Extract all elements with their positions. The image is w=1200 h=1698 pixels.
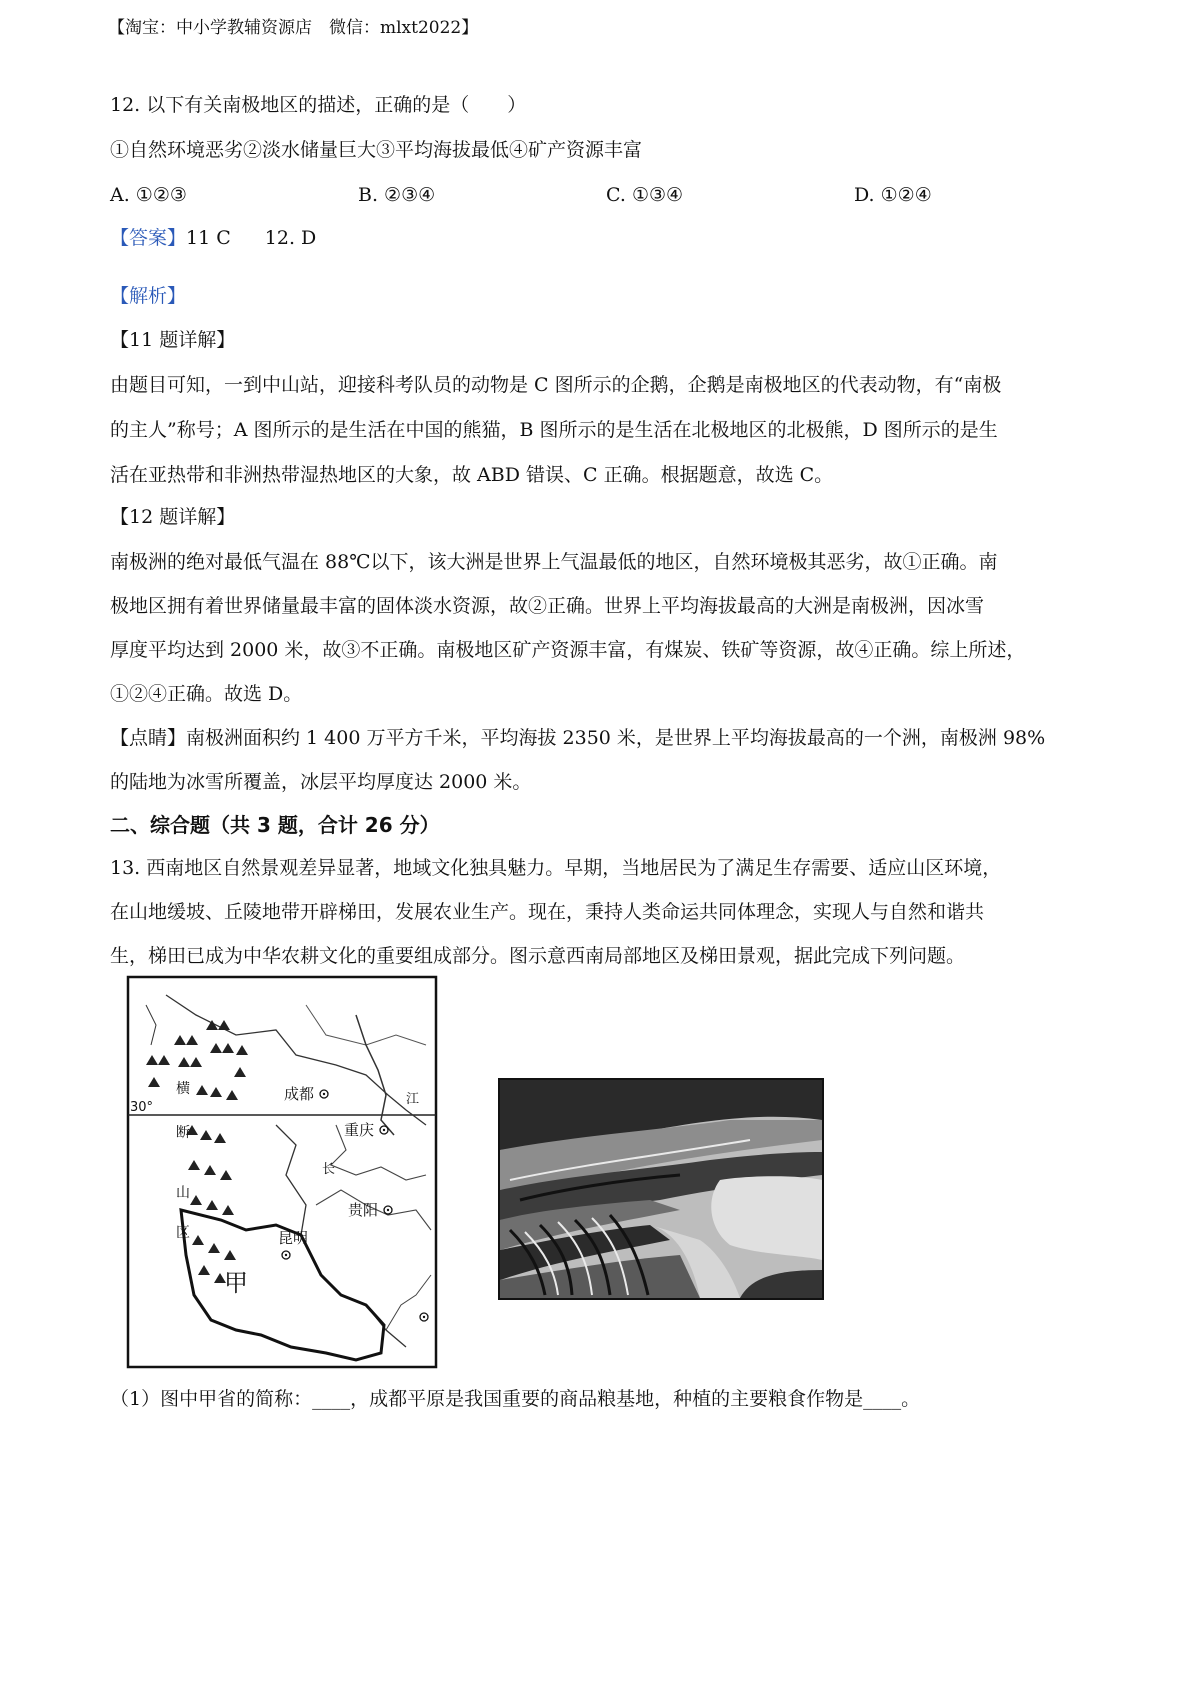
mountain-label-shan: 山	[176, 1185, 190, 1201]
q13-sub1: （1）图中甲省的简称：____，成都平原是我国重要的商品粮基地，种植的主要粮食作物是____。	[110, 1388, 921, 1410]
river-label-chang: 长	[322, 1162, 336, 1177]
detail12-line: ①②④正确。故选 D。	[110, 683, 303, 705]
river-label-jiang: 江	[406, 1092, 420, 1107]
city-marker-dot	[387, 1209, 389, 1211]
q12-option-a: A. ①②③	[110, 184, 187, 206]
answer-line	[110, 229, 316, 248]
city-chongqing: 重庆	[344, 1121, 375, 1139]
q13-line: 13. 西南地区自然景观差异显著，地域文化独具魅力。早期，当地居民为了满足生存需要、适应山区环境，	[110, 857, 1002, 879]
q12-option-d: D. ①②④	[854, 184, 932, 206]
terrace-image	[500, 1080, 822, 1298]
q12-option-b: B. ②③④	[358, 184, 436, 206]
mountain-label-duan: 断	[176, 1125, 190, 1141]
answer-11: 11 C	[186, 227, 231, 249]
detail11-title: 【11 题详解】	[110, 329, 236, 351]
section2-title: 二、综合题（共 3 题，合计 26 分）	[110, 813, 440, 837]
detail11-line: 由题目可知，一到中山站，迎接科考队员的动物是 C 图所示的企鹅，企鹅是南极地区的代表动物，有“南极	[110, 374, 1002, 396]
city-guiyang: 贵阳	[348, 1201, 379, 1219]
southwest-map	[126, 975, 438, 1369]
city-marker-dot	[285, 1254, 287, 1256]
mountain-label-heng: 横	[176, 1081, 190, 1097]
southwest-map-figure	[126, 975, 438, 1369]
detail12-line: 极地区拥有着世界储量最丰富的固体淡水资源，故②正确。世界上平均海拔最高的大洲是南极洲，因冰雪	[110, 595, 985, 617]
analysis-tag: 【解析】	[110, 285, 187, 307]
city-kunming: 昆明	[278, 1229, 309, 1247]
mountain-label-qu: 区	[176, 1225, 190, 1241]
city-chengdu: 成都	[284, 1085, 315, 1103]
detail11-line: 的主人”称号；A 图所示的是生活在中国的熊猫，B 图所示的是生活在北极地区的北极熊，D 图所示的是生	[110, 419, 998, 441]
detail12-line: 南极洲的绝对最低气温在 88℃以下，该大洲是世界上气温最低的地区，自然环境极其恶劣，故①正确。南	[110, 551, 998, 573]
tip-line-2: 的陆地为冰雪所覆盖，冰层平均厚度达 2000 米。	[110, 771, 532, 793]
q12-option-c: C. ①③④	[606, 184, 684, 206]
tip-tag: 【点睛】	[110, 727, 187, 749]
city-marker-dot	[323, 1093, 325, 1095]
province-label-jia: 甲	[224, 1269, 248, 1297]
page-header: 【淘宝：中小学教辅资源店 微信：mlxt2022】	[108, 18, 479, 38]
detail11-line: 活在亚热带和非洲热带湿热地区的大象，故 ABD 错误、C 正确。根据题意，故选 C。	[110, 464, 834, 486]
q13-line: 生，梯田已成为中华农耕文化的重要组成部分。图示意西南局部地区及梯田景观，据此完成下列问题。	[110, 945, 966, 967]
answer-12: 12. D	[264, 227, 317, 249]
q13-line: 在山地缓坡、丘陵地带开辟梯田，发展农业生产。现在，秉持人类命运共同体理念，实现人与自然和谐共	[110, 901, 985, 923]
detail12-title: 【12 题详解】	[110, 506, 236, 528]
detail12-line: 厚度平均达到 2000 米，故③不正确。南极地区矿产资源丰富，有煤炭、铁矿等资源，故④正确。综上所述，	[110, 639, 1026, 661]
city-marker-dot	[423, 1316, 425, 1318]
q12-statements: ①自然环境恶劣②淡水储量巨大③平均海拔最低④矿产资源丰富	[110, 139, 643, 161]
latitude-label: 30°	[130, 1100, 154, 1115]
tip-text-1: 南极洲面积约 1 400 万平方千米，平均海拔 2350 米，是世界上平均海拔最高的一个洲，南极洲 98%	[186, 727, 1046, 749]
answer-tag: 【答案】	[110, 227, 187, 249]
tip-line-1	[110, 729, 1045, 748]
terrace-photo	[498, 1078, 824, 1300]
q12-stem: 12. 以下有关南极地区的描述，正确的是（ ）	[110, 94, 527, 116]
city-marker-dot	[383, 1129, 385, 1131]
